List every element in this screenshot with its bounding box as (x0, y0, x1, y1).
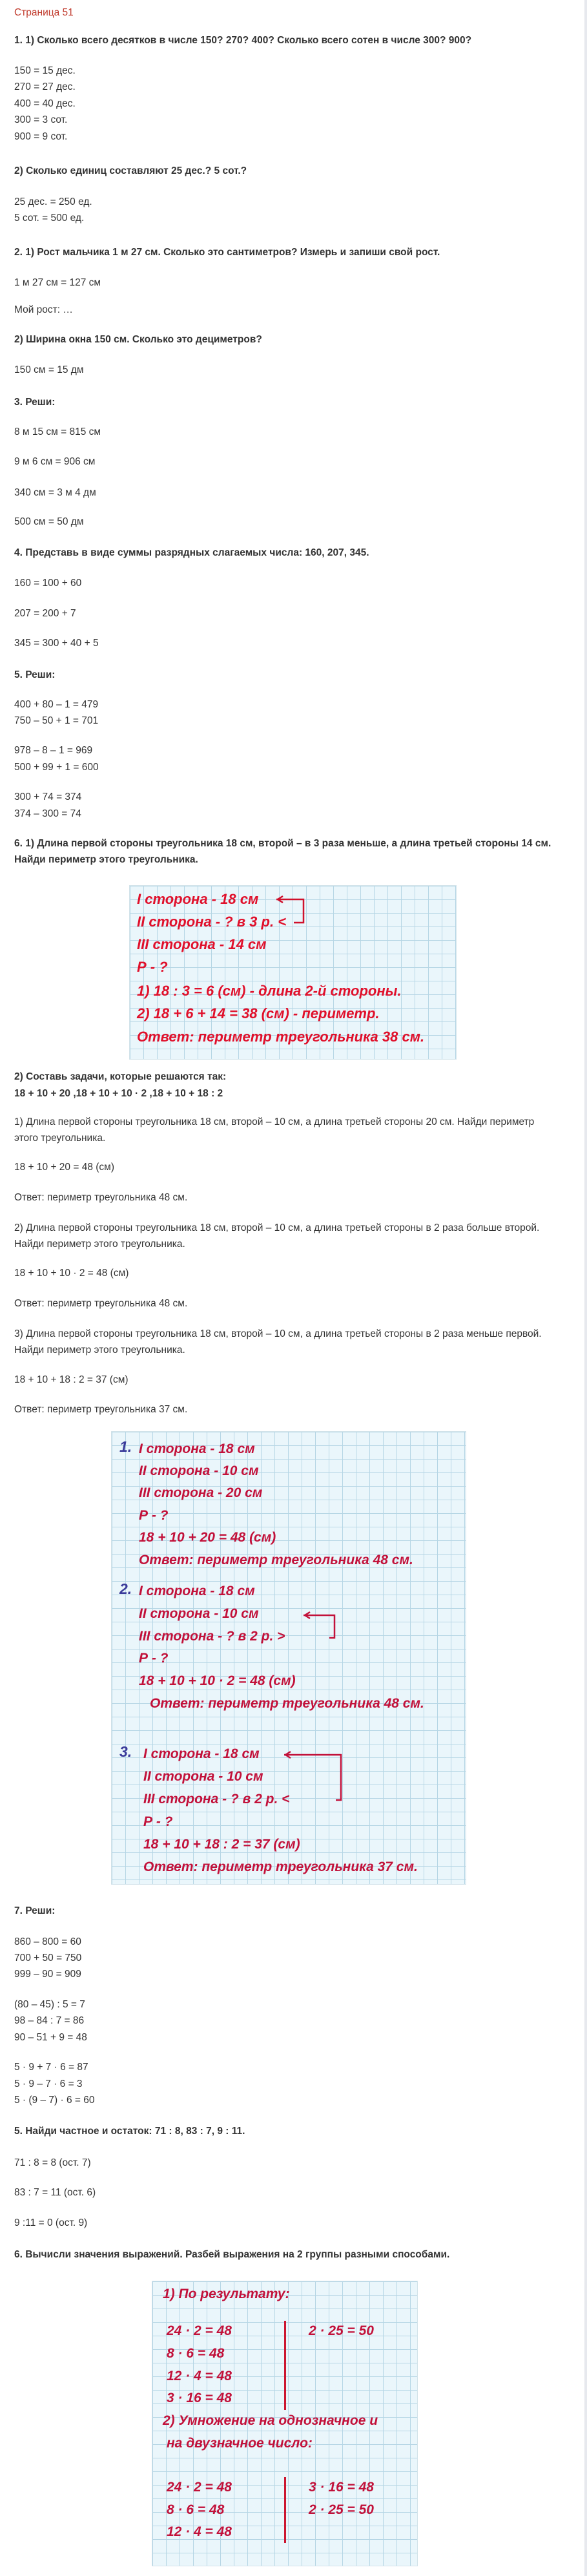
hw-line: II сторона - ? в 3 р. < (137, 914, 287, 930)
hw-line: 18 + 10 + 18 : 2 = 37 (см) (143, 1837, 300, 1852)
hw-number: 1. (119, 1438, 132, 1455)
hw-line: I сторона - 18 см (143, 1746, 260, 1761)
hw-line: 18 + 10 + 10 · 2 = 48 (см) (139, 1673, 296, 1688)
hw-line: III сторона - 14 см (137, 936, 267, 952)
hw-line: I сторона - 18 см (137, 891, 259, 907)
task-1-line: 400 = 40 дес. (14, 98, 76, 109)
task-7-line: 5 · 9 – 7 · 6 = 3 (14, 2079, 83, 2089)
hw-line: III сторона - ? в 2 р. > (139, 1629, 285, 1644)
task-6-question: 6. 1) Длина первой стороны треугольника 18 см, второй – в 3 раза меньше, а длина третьей стороны 14 см. Найди периметр этого треугольника. (14, 838, 551, 865)
hw-number: 3. (119, 1743, 132, 1760)
task-5-line: 500 + 99 + 1 = 600 (14, 762, 99, 773)
hw-heading: 1) По результату: (163, 2287, 290, 2301)
problem-3-solution: 18 + 10 + 18 : 2 = 37 (см) (14, 1374, 129, 1385)
task-2-answer: Мой рост: … (14, 304, 73, 315)
task-7-line: 700 + 50 = 750 (14, 1953, 82, 1963)
task-1-2-line: 5 сот. = 500 ед. (14, 213, 85, 224)
task-4-question: 4. Представь в виде суммы разрядных слагаемых числа: 160, 207, 345. (14, 547, 369, 558)
task-6-2-question: 2) Составь задачи, которые решаются так: (14, 1071, 227, 1082)
hw-line: Р - ? (143, 1814, 173, 1829)
hw-number: 2. (119, 1580, 132, 1597)
task-5-line: 750 – 50 + 1 = 701 (14, 715, 99, 726)
hw-line: Ответ: периметр треугольника 38 см. (137, 1029, 425, 1045)
task-4-line: 345 = 300 + 40 + 5 (14, 638, 99, 649)
hw-line: 2) 18 + 6 + 14 = 38 (см) - периметр. (137, 1005, 380, 1021)
task-6b-question: 6. Вычисли значения выражений. Разбей выражения на 2 группы разными способами. (14, 2249, 450, 2260)
task-3-line: 8 м 15 см = 815 см (14, 426, 101, 437)
task-7-line: 98 – 84 : 7 = 86 (14, 2015, 85, 2026)
hw-line: II сторона - 10 см (139, 1606, 259, 1621)
problem-3-answer: Ответ: периметр треугольника 37 см. (14, 1404, 188, 1415)
hw-line: 1) 18 : 3 = 6 (см) - длина 2-й стороны. (137, 983, 402, 999)
divider-line (284, 2321, 286, 2410)
task-1-line: 300 = 3 сот. (14, 114, 68, 125)
hw-line: Р - ? (139, 1508, 169, 1523)
task-3-line: 500 см = 50 дм (14, 516, 84, 527)
task-2-2-question: 2) Ширина окна 150 см. Сколько это дециметров? (14, 334, 262, 345)
task-7-question: 7. Реши: (14, 1905, 56, 1916)
task-5-line: 978 – 8 – 1 = 969 (14, 745, 93, 756)
task-5b-line: 71 : 8 = 8 (ост. 7) (14, 2157, 91, 2168)
hw-line: Р - ? (137, 959, 168, 975)
task-2-2-answer: 150 см = 15 дм (14, 364, 84, 375)
hw-line: 24 · 2 = 48 (167, 2480, 232, 2495)
hw-line: III сторона - ? в 2 р. < (143, 1792, 290, 1806)
hw-line: II сторона - 10 см (139, 1463, 259, 1478)
problem-2-solution: 18 + 10 + 10 · 2 = 48 (см) (14, 1268, 129, 1279)
task-3-question: 3. Реши: (14, 397, 56, 408)
task-4-line: 207 = 200 + 7 (14, 608, 76, 619)
hw-line: Ответ: периметр треугольника 48 см. (139, 1553, 413, 1567)
task-5-line: 374 – 300 = 74 (14, 808, 81, 819)
task-7-line: 90 – 51 + 9 = 48 (14, 2032, 87, 2043)
hw-line: 24 · 2 = 48 (167, 2323, 232, 2338)
task-1-question: 1. 1) Сколько всего десятков в числе 150? 270? 400? Сколько всего сотен в числе 300? 900? (14, 35, 472, 46)
divider-line (284, 2477, 286, 2543)
task-1-2-question: 2) Сколько единиц составляют 25 дес.? 5 сот.? (14, 165, 247, 176)
hw-heading: 2) Умножение на однозначное и (163, 2413, 378, 2428)
problem-2-answer: Ответ: периметр треугольника 48 см. (14, 1298, 188, 1309)
hw-line: 12 · 4 = 48 (167, 2524, 232, 2539)
hw-line: II сторона - 10 см (143, 1769, 263, 1784)
task-3-line: 340 см = 3 м 4 дм (14, 487, 96, 498)
task-5-question: 5. Реши: (14, 669, 56, 680)
task-1-line: 900 = 9 сот. (14, 131, 68, 142)
hw-line: 3 · 16 = 48 (167, 2391, 232, 2405)
task-5b-line: 9 :11 = 0 (ост. 9) (14, 2217, 88, 2228)
task-2-question: 2. 1) Рост мальчика 1 м 27 см. Сколько это сантиметров? Измерь и запиши свой рост. (14, 247, 440, 258)
hw-line: 18 + 10 + 20 = 48 (см) (139, 1530, 276, 1545)
task-1-line: 150 = 15 дес. (14, 65, 76, 76)
problem-3-text: 3) Длина первой стороны треугольника 18 см, второй – 10 см, а длина третьей стороны в 2 раза меньше первой. Найди периметр этого треугольника. (14, 1328, 542, 1356)
problem-1-answer: Ответ: периметр треугольника 48 см. (14, 1192, 188, 1203)
hw-line: 3 · 16 = 48 (309, 2480, 374, 2495)
task-7-line: (80 – 45) : 5 = 7 (14, 1999, 85, 2010)
task-4-line: 160 = 100 + 60 (14, 578, 82, 589)
task-5b-line: 83 : 7 = 11 (ост. 6) (14, 2187, 96, 2198)
hw-heading: на двузначное число: (167, 2436, 313, 2451)
hw-line: 12 · 4 = 48 (167, 2369, 232, 2383)
hw-line: I сторона - 18 см (139, 1584, 255, 1598)
task-7-line: 5 · (9 – 7) · 6 = 60 (14, 2095, 95, 2106)
task-5b-question: 5. Найди частное и остаток: 71 : 8, 83 : 7, 9 : 11. (14, 2126, 245, 2137)
problem-1-solution: 18 + 10 + 20 = 48 (см) (14, 1162, 114, 1173)
hw-line: 8 · 6 = 48 (167, 2502, 225, 2517)
hw-line: Ответ: периметр треугольника 37 см. (143, 1859, 418, 1874)
hw-line: III сторона - 20 см (139, 1485, 263, 1500)
task-1-line: 270 = 27 дес. (14, 81, 76, 92)
task-2-answer: 1 м 27 см = 127 см (14, 277, 101, 288)
hw-line: 2 · 25 = 50 (309, 2323, 374, 2338)
hw-line: Ответ: периметр треугольника 48 см. (150, 1696, 424, 1711)
hw-line: 2 · 25 = 50 (309, 2502, 374, 2517)
hw-line: 8 · 6 = 48 (167, 2346, 225, 2361)
task-6-2-expressions: 18 + 10 + 20 ,18 + 10 + 10 · 2 ,18 + 10 + 18 : 2 (14, 1088, 223, 1099)
hw-line: I сторона - 18 см (139, 1441, 255, 1456)
task-3-line: 9 м 6 см = 906 см (14, 456, 96, 467)
problem-1-text: 1) Длина первой стороны треугольника 18 см, второй – 10 см, а длина третьей стороны 20 см. Найди периметр этого треугольника. (14, 1116, 535, 1144)
task-1-2-line: 25 дес. = 250 ед. (14, 196, 92, 207)
task-7-line: 5 · 9 + 7 · 6 = 87 (14, 2062, 88, 2073)
page-title: Страница 51 (14, 7, 74, 18)
task-5-line: 400 + 80 – 1 = 479 (14, 699, 99, 710)
task-7-line: 860 – 800 = 60 (14, 1936, 81, 1947)
task-5-line: 300 + 74 = 374 (14, 791, 82, 802)
problem-2-text: 2) Длина первой стороны треугольника 18 см, второй – 10 см, а длина третьей стороны в 2 раза больше второй. Найди периметр этого треугольника. (14, 1222, 540, 1250)
hw-line: Р - ? (139, 1651, 169, 1666)
task-7-line: 999 – 90 = 909 (14, 1969, 81, 1980)
